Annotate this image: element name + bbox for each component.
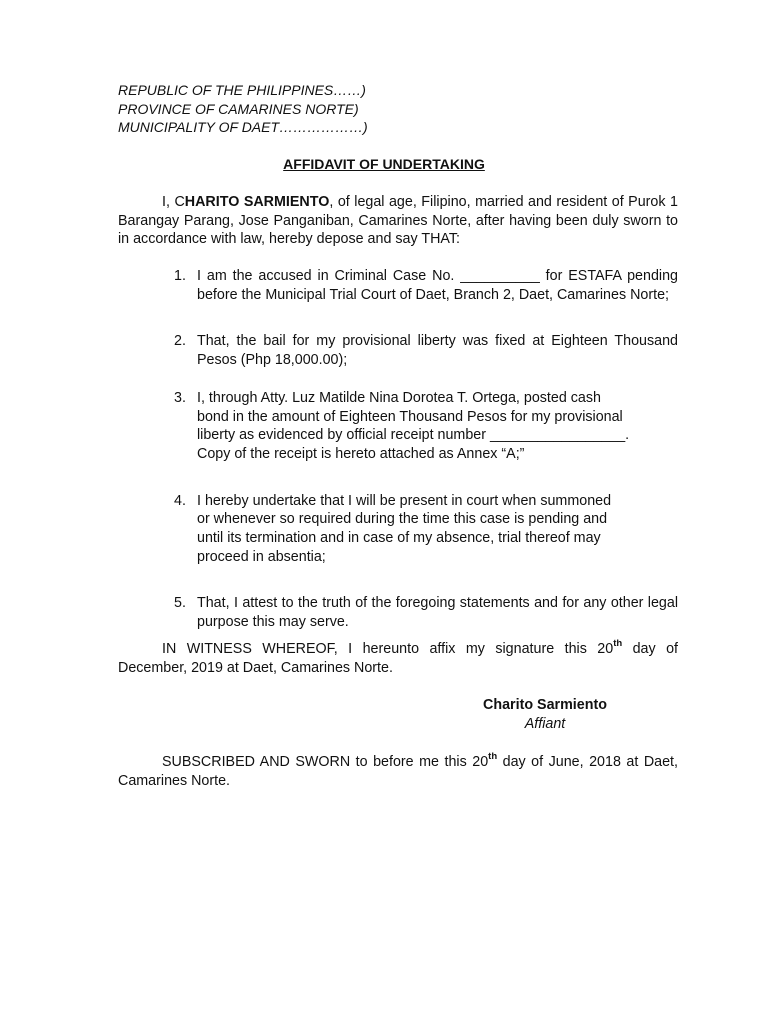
list-item bbox=[174, 594, 678, 631]
witness-text-end: day of December, 2019 at Daet, Camarines Norte. bbox=[118, 641, 678, 676]
list-item-line: until its termination and in case of my absence, trial thereof may bbox=[197, 530, 601, 547]
list-item-line: proceed in absentia; bbox=[197, 548, 326, 565]
signature-block bbox=[470, 696, 620, 733]
list-item-text: That, I attest to the truth of the foregoing statements and for any other legal purpose this may serve. bbox=[197, 595, 678, 631]
document-title: AFFIDAVIT OF UNDERTAKING bbox=[283, 156, 485, 172]
list-item bbox=[174, 332, 678, 369]
affiant-role: Affiant bbox=[524, 715, 566, 732]
list-item-number: 3. bbox=[174, 389, 186, 406]
list-item-number: 5. bbox=[174, 595, 186, 612]
list-item-line: I hereby undertake that I will be present in court when summoned bbox=[197, 492, 612, 509]
list-item-line: bond in the amount of Eighteen Thousand Pesos for my provisional bbox=[197, 408, 623, 425]
venue-municipality: MUNICIPALITY OF DAET………………) bbox=[118, 119, 368, 136]
affiant-name-bold: HARITO SARMIENTO bbox=[184, 194, 330, 210]
list-item-line: or whenever so required during the time this case is pending and bbox=[197, 511, 608, 528]
list-item-number: 1. bbox=[174, 268, 186, 284]
jurat-ordinal-suffix: th bbox=[488, 751, 498, 763]
venue-province: PROVINCE OF CAMARINES NORTE) bbox=[118, 100, 359, 117]
witness-text: IN WITNESS WHEREOF, I hereunto affix my signature this 20 bbox=[162, 641, 614, 657]
list-item bbox=[174, 492, 678, 567]
venue-header bbox=[118, 81, 368, 137]
jurat-paragraph bbox=[118, 753, 678, 790]
list-item-line: Copy of the receipt is hereto attached as Annex “A;” bbox=[197, 445, 525, 462]
venue-republic: REPUBLIC OF THE PHILIPPINES……) bbox=[118, 82, 366, 98]
intro-paragraph bbox=[118, 193, 678, 249]
list-item bbox=[174, 267, 678, 304]
undertaking-list bbox=[174, 267, 678, 632]
list-item-number: 2. bbox=[174, 333, 186, 350]
list-item-text: I am the accused in Criminal Case No. __________ for ESTAFA pending before the Municipal Trial Court of Daet, Branch 2, Daet, Camarines Norte; bbox=[197, 268, 678, 303]
jurat-text-end: day of June, 2018 at Daet, Camarines Norte. bbox=[118, 754, 678, 789]
list-item-line: I, through Atty. Luz Matilde Nina Dorotea T. Ortega, posted cash bbox=[197, 389, 601, 406]
list-item-number: 4. bbox=[174, 492, 186, 509]
list-item-line: liberty as evidenced by official receipt number _________________. bbox=[197, 427, 630, 444]
intro-prefix: I, C bbox=[162, 194, 185, 210]
affiant-name: Charito Sarmiento bbox=[483, 697, 607, 713]
list-item-text: That, the bail for my provisional liberty was fixed at Eighteen Thousand Pesos (Php 18,000.00); bbox=[197, 333, 678, 369]
witness-ordinal-suffix: th bbox=[613, 638, 623, 650]
jurat-text: SUBSCRIBED AND SWORN to before me this 20 bbox=[162, 754, 489, 770]
list-item bbox=[174, 389, 678, 464]
intro-text: , of legal age, Filipino, married and resident of Purok 1 Barangay Parang, Jose Panganiban, Camarines Norte, after having been duly sworn to in accordance with law, hereby depose and say THAT: bbox=[118, 194, 678, 248]
witness-paragraph bbox=[118, 640, 678, 677]
